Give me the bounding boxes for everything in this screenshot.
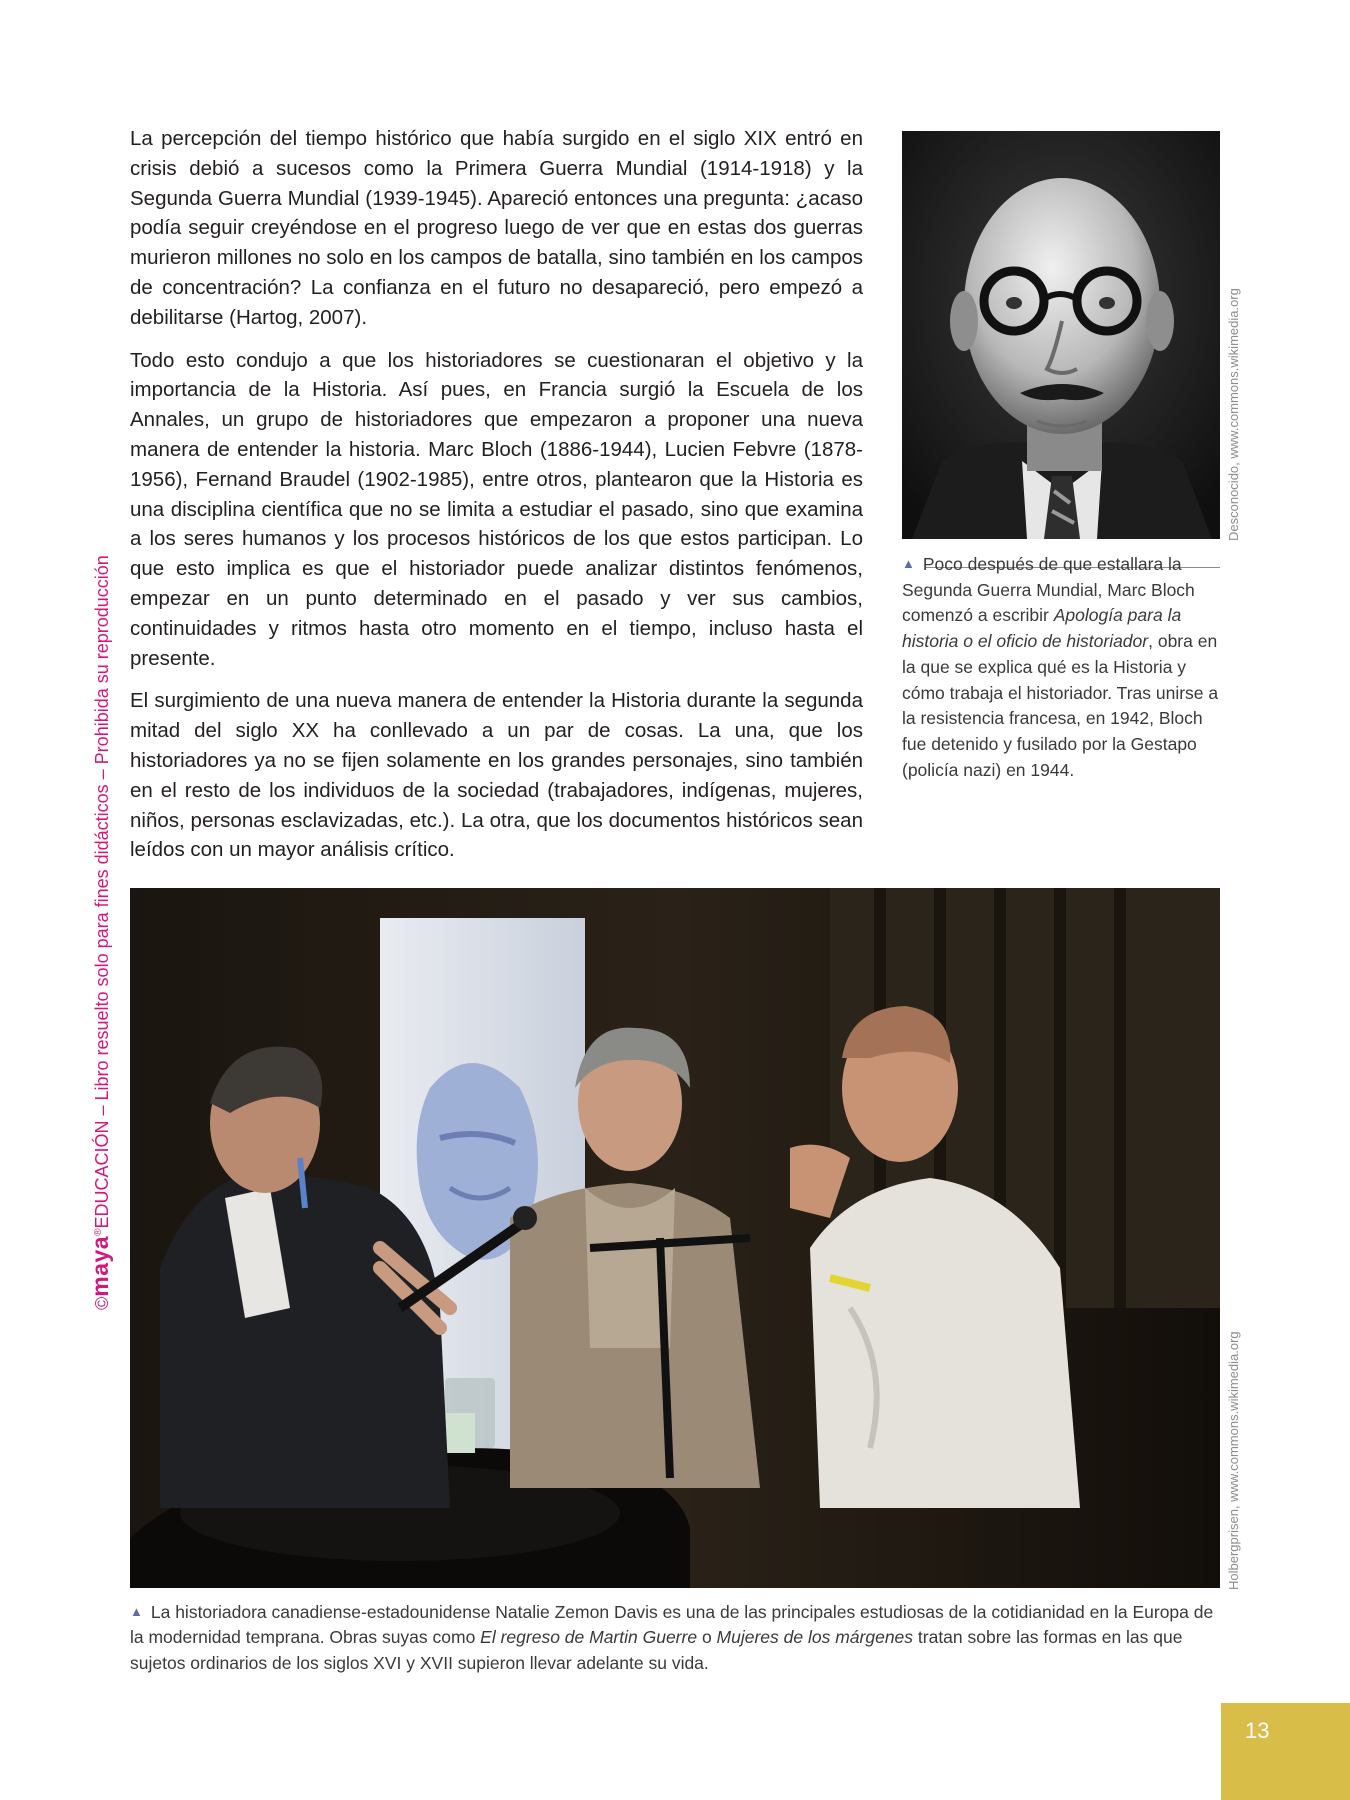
page-number: 13: [1221, 1703, 1350, 1800]
davis-caption: [130, 1599, 1225, 1676]
copyright-symbol: ©: [92, 1296, 112, 1310]
portrait-illustration: [902, 131, 1220, 539]
photo-credit: Holbergprisen, www.commons.wikimedia.org: [1226, 1331, 1241, 1590]
paragraph: El surgimiento de una nueva manera de entender la Historia durante la segunda mitad del siglo XX ha conllevado a un par de cosas. La una, que los historiadores ya no se fijen solamente en los grandes personajes, sino también en el resto de los individuos de la sociedad (trabajadores, indígenas, mujeres, niños, personas esclavizadas, etc.). La otra, que los documentos históricos sean leídos con un mayor análisis crítico.: [130, 689, 863, 862]
book-title: El regreso de Martin Guerre: [480, 1627, 698, 1648]
paragraph: Todo esto condujo a que los historiadores se cuestionaran el objetivo y la importancia de la Historia. Así pues, en Francia surgió la Escuela de los Annales, un grupo de historiadores que empezaron a proponer una nueva manera de entender la historia. Marc Bloch (1886-1944), Lucien Febvre (1878-1956), Fernand Braudel (1902-1985), entre otros, plantearon que la Historia es una disciplina científica que no se limita a estudiar el pasado, sino que examina a los seres humanos y los procesos históricos de los que estos participan. Lo que esto implica es que el historiador puede analizar distintos fenómenos, empezar en un punto determinado en el pasado y ver sus cambios, continuidades y ritmos hasta otro momento en el tiempo, incluso hasta el presente.: [130, 348, 863, 670]
caption-marker-icon: ▲: [130, 1604, 143, 1619]
side-note-text: EDUCACIÓN – Libro resuelto solo para fines didácticos – Prohibida su reproducción: [92, 555, 112, 1229]
book-title: Mujeres de los márgenes: [716, 1627, 914, 1648]
photo-credit: Desconocido, www.commons.wikimedia.org: [1226, 288, 1241, 541]
publisher-brand: maya: [87, 1235, 113, 1297]
main-text: [130, 124, 863, 865]
natalie-zemon-davis-photo: [130, 888, 1220, 1588]
caption-text: o: [697, 1627, 717, 1648]
copyright-side-note: [87, 555, 114, 1310]
caption-marker-icon: ▲: [902, 556, 915, 571]
caption-text: tratan sobre las formas en las que sujetos ordinarios de los siglos XVI y XVII supieron llevar adelante su vida.: [130, 1627, 1183, 1673]
caption-text: Poco después de que estallara la Segunda Guerra Mundial, Marc Bloch comenzó a escribir: [902, 554, 1195, 626]
book-title: Apología para la historia o el oficio de historiador: [902, 605, 1182, 652]
caption-text: La historiadora canadiense-estadounidense Natalie Zemon Davis es una de las principales estudiosas de la cotidianidad en la Europa de la modernidad temprana. Obras suyas como: [130, 1602, 1214, 1648]
caption-text: , obra en la que se explica qué es la Historia y cómo trabaja el historiador. Tras unirse a la resistencia francesa, en 1942, Bloch fue detenido y fusilado por la Gestapo (policía nazi) en 1944.: [902, 631, 1219, 780]
registered-mark: ®: [93, 1228, 104, 1236]
marc-bloch-portrait: [902, 131, 1220, 539]
panel-discussion-illustration: [130, 888, 1220, 1588]
paragraph: La percepción del tiempo histórico que había surgido en el siglo XIX entró en crisis debió a sucesos como la Primera Guerra Mundial (1914-1918) y la Segunda Guerra Mundial (1939-1945). Apareció entonces una pregunta: ¿acaso podía seguir creyéndose en el progreso luego de ver que en estas dos guerras murieron millones no solo en los campos de batalla, sino también en los campos de concentración? La confianza en el futuro no desapareció, pero empezó a debilitarse (Hartog, 2007).: [130, 127, 863, 329]
bloch-caption: [902, 551, 1222, 783]
